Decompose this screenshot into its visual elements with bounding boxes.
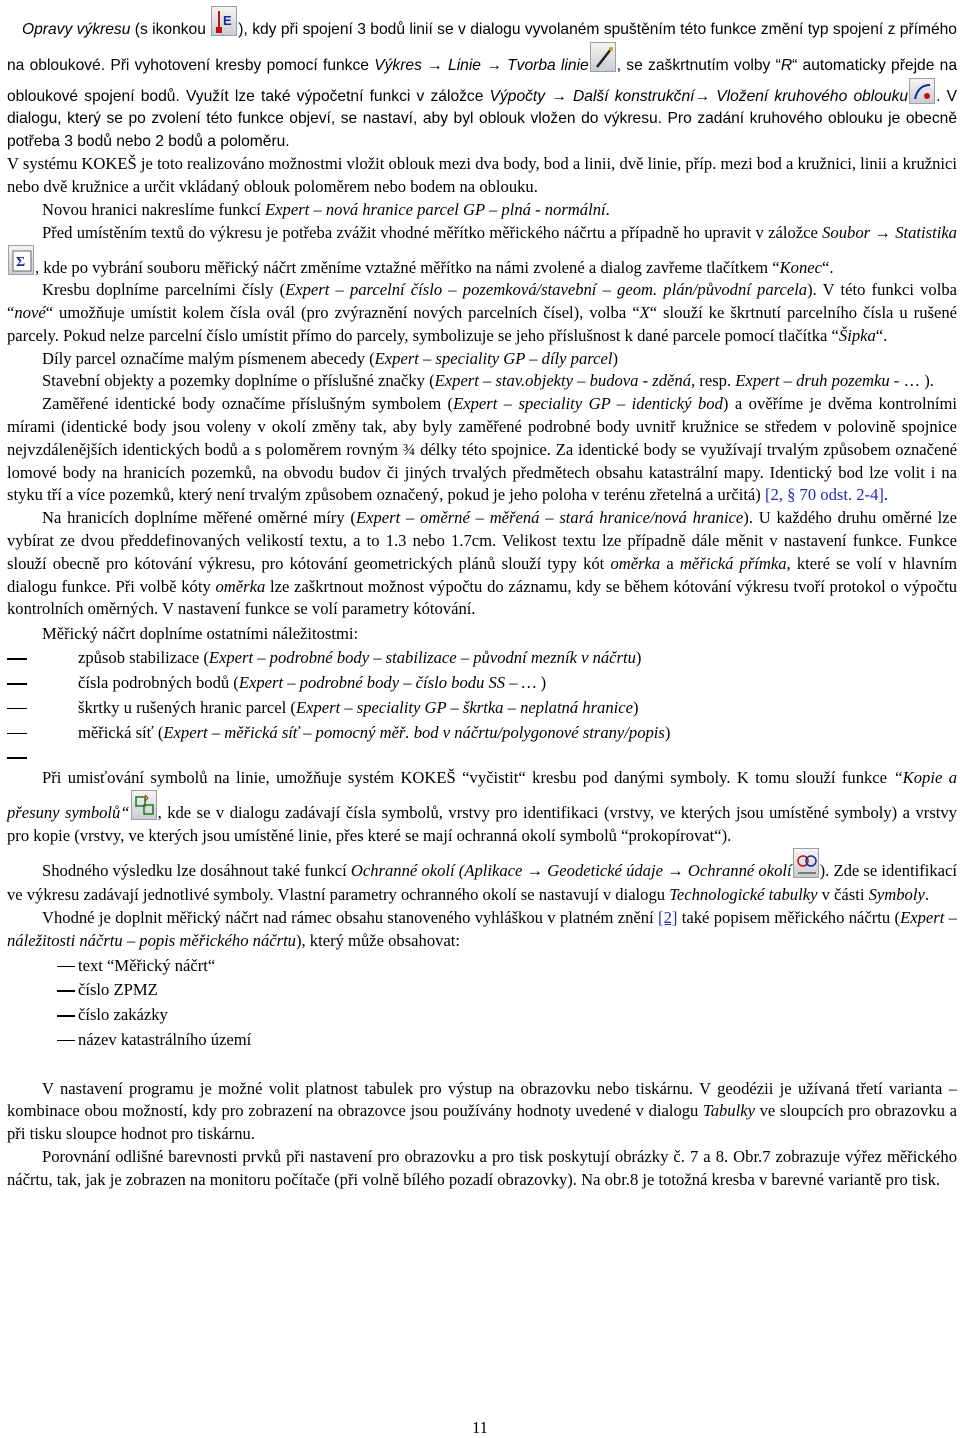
paragraph-parcel-parts: Díly parcel označíme malým písmenem abecedy (Expert – speciality GP – díly parcel) xyxy=(42,348,618,368)
list-item: čísla podrobných bodů (Expert – podrobné body – číslo bodu SS – … ) xyxy=(7,671,957,696)
protective-zone-icon xyxy=(793,848,819,878)
reference-link[interactable]: [2, § 70 odst. 2-4] xyxy=(764,485,884,505)
svg-text:Σ: Σ xyxy=(16,254,26,270)
paragraph-parcel-numbers: Kresbu doplníme parcelními čísly (Expert – parcelní číslo – pozemková/stavební – geom. plán/původní parcela). V této funkci volba “nové“ umožňuje umístit kolem čísla ovál (pro zvýraznění nových parcelních čísel), volba “X“ slouží ke škrtnutí parcelního čísla u rušené parcely. Pokud nelze parcelní číslo umístit přímo do parcely, symbolizuje se jeho příslušnost k dané parcele pomocí tlačítka “Šipka“. xyxy=(7,280,957,345)
paragraph-identical-points: Zaměřené identické body označíme příslušným symbolem (Expert – speciality GP – identický bod) a ověříme je dvěma kontrolními mírami (identické body jsou voleny v okolí změny tak, aby byly zaměřené podrobné body uvnitř kružnice se středem v polovině spojnice nejvzdálenějších identických bodů a s poloměrem rovným ¾ délky této spojnice. Za identické body se využívají trvalým způsobem označené lomové body na hranicích pozemků, na obvodu budov či jiných trvalých předmětech obsahu katastrální mapy. Identický bod lze volit i na styku tří a více pozemků, který není trvalým způsobem označený, pokud je jeho poloha v terénu zřetelná a určitá) [2, § 70 odst. 2-4]. xyxy=(7,394,957,505)
list-item-empty xyxy=(7,745,957,770)
paragraph-symbols: Při umisťování symbolů na linie, umožňuje systém KOKEŠ “vyčistit“ kresbu pod danými symboly. K tomu slouží funkce “Kopie a přesuny symbolů“ , kde se v dialogu zadávají čísla symbolů, vrstvy pro identifikaci (vrstvy, ve kterých jsou umístěné symboly) a vrstvy pro kopie (vrstvy, ve kterých jsou umístěné linie, přes které se mají ochranná okolí symbolů “prokopírovat“). xyxy=(7,768,958,846)
symbol-copy-icon xyxy=(131,790,157,820)
paragraph-protective-zone: Shodného výsledku lze dosáhnout také funkcí Ochranné okolí (Aplikace → Geodetické údaje → Ochranné okolí ). Zde se identifikací ve výkresu zadávají jednotlivé symboly. Vlastní parametry ochranného okolí se nastavují v dialogu Technologické tabulky v části Symboly. xyxy=(7,848,957,907)
requirements-list xyxy=(7,646,957,770)
list-item: škrtky u rušených hranic parcel (Expert – speciality GP – škrtka – neplatná hranice) xyxy=(7,696,957,721)
document-page xyxy=(7,6,957,1192)
list-item: měřická síť (Expert – měřická síť – pomocný měř. bod v náčrtu/polygonové strany/popis) xyxy=(7,721,957,746)
paragraph-koke-arcs: V systému KOKEŠ je toto realizováno možnostmi vložit oblouk mezi dva body, bod a linii, dvě linie, příp. mezi bod a kružnici, linii a kružnici nebo dvě kružnice a určit vkládaný oblouk poloměrem nebo bodem na oblouku. xyxy=(7,153,957,196)
description-list xyxy=(7,954,957,1053)
statistics-icon xyxy=(8,245,34,275)
list-item: text “Měřický náčrt“ xyxy=(7,954,957,979)
list-item: číslo zakázky xyxy=(7,1003,957,1028)
paragraph-comparison: Porovnání odlišné barevnosti prvků při nastavení pro obrazovku a pro tisk poskytují obrázky č. 7 a 8. Obr.7 zobrazuje výřez měřického náčrtu, tak, jak je zobrazen na monitoru počítače (při volně bílého pozadí obrazovky). Na obr.8 je totožná kresba v barevné variantě pro tisk. xyxy=(7,1147,957,1189)
arc-icon xyxy=(909,78,935,104)
edit-icon xyxy=(211,6,237,36)
paragraph-arc-editing: Opravy výkresu (s ikonkou E ), kdy při spojení 3 bodů linií se v dialogu vyvolaném spuštěním této funkce změní typ spojení z přímého na obloukové. Při vyhotovení kresby pomocí funkce Výkres → Linie → Tvorba linie , se zaškrtnutím volby “R“ automaticky přejde na obloukové spojení bodů. Využít lze také výpočetní funkci v záložce Výpočty → Další konstrukční→ Vložení kruhového oblouku . V dialogu, který se po zvolení této funkce objeví, se nastaví, aby byl oblouk vložen do výkresu. Pro zadání kruhového oblouku je obecně potřeba 3 bodů nebo 2 bodů a poloměru. xyxy=(7,6,957,154)
paragraph-measurements: Na hranicích doplníme měřené oměrné míry (Expert – oměrné – měřená – stará hranice/nová hranice). U každého druhu oměrné lze vybírat ze dvou předdefinovaných velikostí textu, a to 1.3 nebo 1.7cm. Velikost textu lze případně dále měnit v nastavení funkce. Funkce slouží obecně pro kótování výkresu, pro kótování geometrických plánů slouží typy kót oměrka a měřická přímka, které se volí v hlavním dialogu funkce. Při volbě kóty oměrka lze zaškrtnout možnost výpočtu do záznamu, kdy se během kótování výkresu tvoří protokol o výpočtu kontrolních oměrných. V nastavení funkce se volí parametry kótování. xyxy=(7,508,957,619)
paragraph-buildings: Stavební objekty a pozemky doplníme o příslušné značky (Expert – stav.objekty – budova - zděná, resp. Expert – druh pozemku - … ). xyxy=(42,371,934,391)
line-tool-icon xyxy=(590,42,616,72)
list-item: číslo ZPMZ xyxy=(7,978,957,1003)
svg-text:E: E xyxy=(223,13,232,28)
list-item: název katastrálního území xyxy=(7,1028,957,1053)
page-number: 11 xyxy=(472,1418,488,1437)
paragraph-sketch-description: Vhodné je doplnit měřický náčrt nad rámec obsahu stanoveného vyhláškou v platném znění [2] také popisem měřického náčrtu (Expert – náležitosti náčrtu – popis měřického náčrtu), který může obsahovat: xyxy=(7,907,957,950)
paragraph-scale: Před umístěním textů do výkresu je potřeba zvážit vhodné měřítko měřického náčrtu a případně ho upravit v záložce Soubor → Statistika Σ , kde po vybrání souboru měřický náčrt změníme vztažné měřítko na námi zvolené a dialog zavřeme tlačítkem “Konec“. xyxy=(7,221,957,279)
paragraph-requirements: Měřický náčrt doplníme ostatními náležitostmi: xyxy=(42,624,359,644)
list-item: způsob stabilizace (Expert – podrobné body – stabilizace – původní mezník v náčrtu) xyxy=(7,646,957,671)
paragraph-new-boundary: Novou hranici nakreslíme funkcí Expert – nová hranice parcel GP – plná - normální. xyxy=(42,199,610,219)
reference-link[interactable]: [2] xyxy=(658,907,678,927)
paragraph-tables: V nastavení programu je možné volit platnost tabulek pro výstup na obrazovku nebo tiskárnu. V geodézii je užívaná třetí varianta – kombinace obou možností, kdy pro zobrazení na obrazovce jsou používány hodnoty uvedené v dialogu Tabulky ve sloupcích pro obrazovku a při tisku sloupce hodnot pro tiskárnu. xyxy=(7,1078,957,1144)
